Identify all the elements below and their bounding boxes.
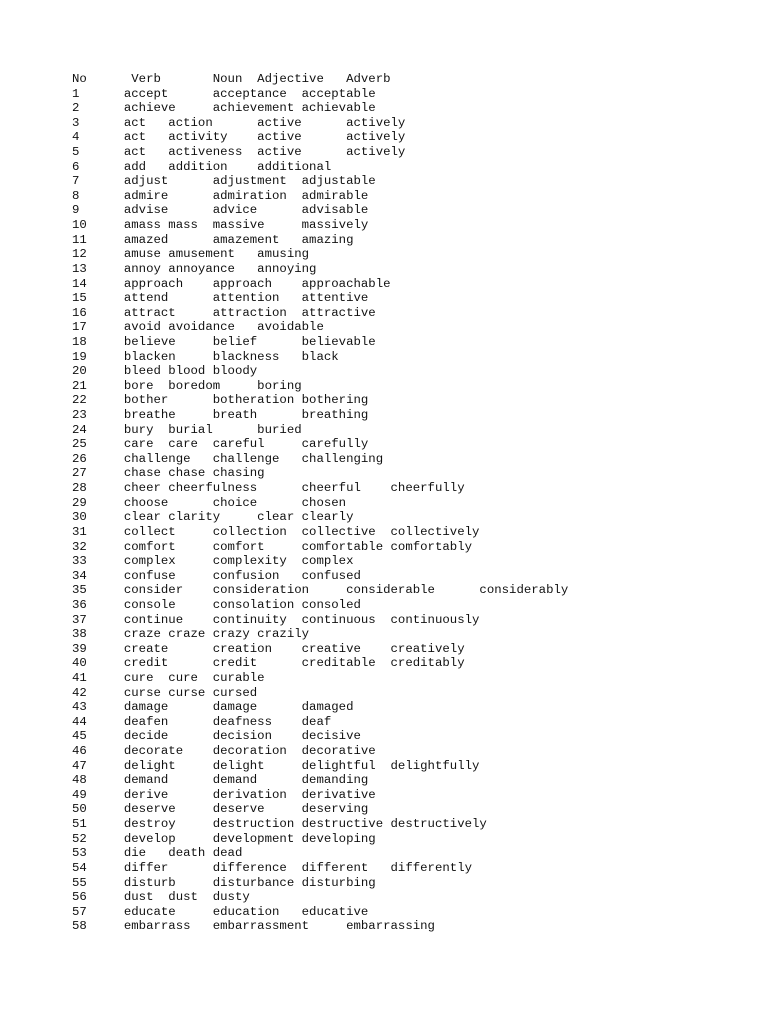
table-row: 25 care care careful carefully (72, 437, 369, 452)
table-row: 5 act activeness active actively (72, 145, 406, 160)
table-row: 17 avoid avoidance avoidable (72, 320, 324, 335)
table-row: 57 educate education educative (72, 904, 369, 919)
table-row: 7 adjust adjustment adjustable (72, 174, 376, 189)
table-row: 39 create creation creative creatively (72, 641, 465, 656)
table-row: 14 approach approach approachable (72, 276, 391, 291)
table-row: 16 attract attraction attractive (72, 305, 376, 320)
table-row: 42 curse curse cursed (72, 685, 258, 700)
table-row: 18 believe belief believable (72, 334, 376, 349)
table-row: 32 comfort comfort comfortable comfortably (72, 539, 473, 554)
table-row: 56 dust dust dusty (72, 890, 250, 905)
table-row: 40 credit credit creditable creditably (72, 656, 465, 671)
table-row: 12 amuse amusement amusing (72, 247, 310, 262)
table-row: 49 derive derivation derivative (72, 787, 376, 802)
word-forms-text (72, 72, 568, 934)
table-row: 44 deafen deafness deaf (72, 714, 332, 729)
table-row: 19 blacken blackness black (72, 349, 339, 364)
table-row: 15 attend attention attentive (72, 291, 369, 306)
table-row: 51 destroy destruction destructive destructively (72, 817, 487, 832)
table-row: 48 demand demand demanding (72, 773, 369, 788)
table-row: 2 achieve achievement achievable (72, 101, 376, 116)
table-row: 31 collect collection collective collectively (72, 524, 480, 539)
table-row: 58 embarrass embarrassment embarrassing (72, 919, 435, 934)
table-row: 26 challenge challenge challenging (72, 451, 384, 466)
table-row: 20 bleed blood bloody (72, 364, 258, 379)
table-row: 11 amazed amazement amazing (72, 232, 354, 247)
table-row: 13 annoy annoyance annoying (72, 261, 317, 276)
table-row: 33 complex complexity complex (72, 554, 354, 569)
table-row: 38 craze craze crazy crazily (72, 627, 310, 642)
table-row: 53 die death dead (72, 846, 243, 861)
table-row: 50 deserve deserve deserving (72, 802, 369, 817)
table-row: 24 bury burial buried (72, 422, 302, 437)
table-row: 22 bother botheration bothering (72, 393, 369, 408)
table-row: 28 cheer cheerfulness cheerful cheerfully (72, 481, 465, 496)
table-row: 23 breathe breath breathing (72, 408, 369, 423)
table-row: 54 differ difference different differently (72, 860, 473, 875)
table-row: 46 decorate decoration decorative (72, 744, 376, 759)
table-row: 4 act activity active actively (72, 130, 406, 145)
table-row: 29 choose choice chosen (72, 495, 347, 510)
table-row: 27 chase chase chasing (72, 466, 265, 481)
table-row: 35 consider consideration considerable considerably (72, 583, 569, 598)
table-row: 52 develop development developing (72, 831, 376, 846)
table-row: 43 damage damage damaged (72, 700, 354, 715)
table-row: 55 disturb disturbance disturbing (72, 875, 376, 890)
table-row: 6 add addition additional (72, 159, 332, 174)
table-row: 1 accept acceptance acceptable (72, 86, 376, 101)
table-row: 37 continue continuity continuous continuously (72, 612, 480, 627)
table-row: 47 delight delight delightful delightfully (72, 758, 480, 773)
table-row: 41 cure cure curable (72, 670, 265, 685)
table-row: 45 decide decision decisive (72, 729, 361, 744)
table-row: 21 bore boredom boring (72, 378, 302, 393)
table-row: 34 confuse confusion confused (72, 568, 361, 583)
table-row: 30 clear clarity clear clearly (72, 510, 354, 525)
table-row: 10 amass mass massive massively (72, 218, 369, 233)
table-row: 8 admire admiration admirable (72, 188, 369, 203)
table-row: 36 console consolation consoled (72, 597, 361, 612)
header-row: No Verb Noun Adjective Adverb (72, 72, 391, 86)
table-row: 9 advise advice advisable (72, 203, 369, 218)
table-row: 3 act action active actively (72, 115, 406, 130)
